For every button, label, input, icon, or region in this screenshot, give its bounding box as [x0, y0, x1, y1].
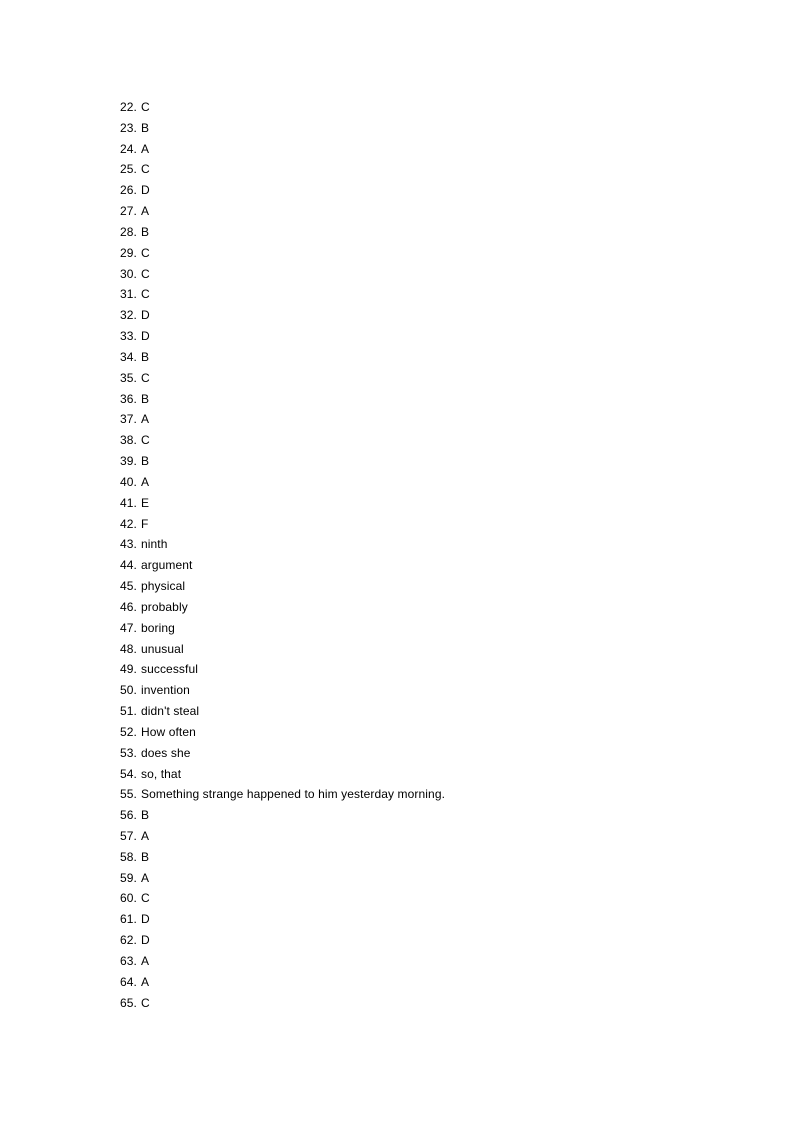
- question-number: 48.: [120, 641, 137, 656]
- question-number: 49.: [120, 662, 137, 677]
- answer-text: E: [140, 495, 150, 510]
- answer-text: B: [140, 808, 150, 823]
- answer-text: C: [140, 162, 150, 177]
- answer-item: [120, 659, 445, 680]
- answer-item: [120, 993, 445, 1014]
- question-number: 24.: [120, 141, 137, 156]
- question-number: 62.: [120, 933, 137, 948]
- answer-text: C: [140, 433, 150, 448]
- answer-item: [120, 722, 445, 743]
- answer-text: A: [140, 828, 150, 843]
- question-number: 26.: [120, 183, 137, 198]
- answer-text: D: [140, 912, 150, 927]
- question-number: 57.: [120, 828, 137, 843]
- question-number: 41.: [120, 495, 137, 510]
- answer-item: [120, 639, 445, 660]
- answer-text: C: [140, 891, 150, 906]
- answer-text: D: [140, 308, 150, 323]
- answer-text: B: [140, 224, 150, 239]
- question-number: 22.: [120, 100, 137, 114]
- answer-item: [120, 159, 445, 180]
- answer-item: [120, 576, 445, 597]
- answer-item: [120, 534, 445, 555]
- question-number: 38.: [120, 433, 137, 448]
- answer-item: [120, 597, 445, 618]
- question-number: 30.: [120, 266, 137, 281]
- answer-text: physical: [140, 579, 186, 594]
- answer-text: Something strange happened to him yesterday morning.: [140, 787, 446, 802]
- answer-text: successful: [140, 662, 199, 677]
- answer-item: [120, 305, 445, 326]
- answer-item: [120, 951, 445, 972]
- answer-text: B: [140, 349, 150, 364]
- answer-item: [120, 430, 445, 451]
- answer-text: C: [140, 287, 150, 302]
- answer-item: [120, 347, 445, 368]
- answer-item: [120, 409, 445, 430]
- answer-item: [120, 493, 445, 514]
- question-number: 51.: [120, 704, 137, 719]
- question-number: 31.: [120, 287, 137, 302]
- answer-item: [120, 389, 445, 410]
- question-number: 58.: [120, 849, 137, 864]
- answer-text: probably: [140, 599, 188, 614]
- answer-item: [120, 97, 445, 118]
- answer-text: C: [140, 370, 150, 385]
- answer-text: A: [140, 412, 150, 427]
- answer-item: [120, 264, 445, 285]
- answer-text: B: [140, 391, 150, 406]
- answer-text: invention: [140, 683, 190, 698]
- question-number: 34.: [120, 349, 137, 364]
- question-number: 64.: [120, 974, 137, 989]
- answer-item: [120, 284, 445, 305]
- answer-text: F: [140, 516, 149, 531]
- question-number: 40.: [120, 474, 137, 489]
- answer-item: [120, 826, 445, 847]
- question-number: 25.: [120, 162, 137, 177]
- answer-text: B: [140, 849, 150, 864]
- question-number: 44.: [120, 558, 137, 573]
- answer-text: How often: [140, 724, 196, 739]
- answer-item: [120, 368, 445, 389]
- answer-text: D: [140, 933, 150, 948]
- answer-text: A: [140, 204, 150, 219]
- answer-item: [120, 868, 445, 889]
- question-number: 47.: [120, 620, 137, 635]
- question-number: 37.: [120, 412, 137, 427]
- answer-text: argument: [140, 558, 193, 573]
- answer-text: D: [140, 329, 150, 344]
- question-number: 29.: [120, 245, 137, 260]
- answer-item: [120, 326, 445, 347]
- question-number: 53.: [120, 745, 137, 760]
- answer-item: [120, 764, 445, 785]
- answer-item: [120, 680, 445, 701]
- answer-item: [120, 222, 445, 243]
- question-number: 60.: [120, 891, 137, 906]
- answer-text: C: [140, 245, 150, 260]
- answer-item: [120, 888, 445, 909]
- answer-item: [120, 555, 445, 576]
- answer-item: [120, 139, 445, 160]
- question-number: 43.: [120, 537, 137, 552]
- answer-item: [120, 972, 445, 993]
- question-number: 59.: [120, 870, 137, 885]
- answer-text: B: [140, 454, 150, 469]
- answer-item: [120, 243, 445, 264]
- answer-text: C: [140, 100, 150, 114]
- question-number: 35.: [120, 370, 137, 385]
- answer-text: does she: [140, 745, 191, 760]
- answer-item: [120, 472, 445, 493]
- question-number: 23.: [120, 120, 137, 135]
- answer-item: [120, 201, 445, 222]
- answer-text: D: [140, 183, 150, 198]
- question-number: 55.: [120, 787, 137, 802]
- question-number: 36.: [120, 391, 137, 406]
- answer-item: [120, 743, 445, 764]
- answer-item: [120, 909, 445, 930]
- answer-item: [120, 118, 445, 139]
- answer-text: unusual: [140, 641, 184, 656]
- question-number: 42.: [120, 516, 137, 531]
- answer-text: ninth: [140, 537, 168, 552]
- question-number: 61.: [120, 912, 137, 927]
- answer-item: [120, 805, 445, 826]
- question-number: 63.: [120, 953, 137, 968]
- question-number: 45.: [120, 579, 137, 594]
- question-number: 56.: [120, 808, 137, 823]
- answer-item: [120, 618, 445, 639]
- answer-text: A: [140, 141, 150, 156]
- answer-item: [120, 930, 445, 951]
- question-number: 27.: [120, 204, 137, 219]
- question-number: 39.: [120, 454, 137, 469]
- question-number: 54.: [120, 766, 137, 781]
- answer-text: A: [140, 953, 150, 968]
- question-number: 32.: [120, 308, 137, 323]
- answer-text: so, that: [140, 766, 182, 781]
- answer-item: [120, 847, 445, 868]
- answer-text: C: [140, 995, 150, 1010]
- answer-text: A: [140, 474, 150, 489]
- question-number: 28.: [120, 224, 137, 239]
- question-number: 50.: [120, 683, 137, 698]
- question-number: 65.: [120, 995, 137, 1010]
- answer-item: [120, 451, 445, 472]
- question-number: 33.: [120, 329, 137, 344]
- answer-item: [120, 784, 445, 805]
- answer-item: [120, 180, 445, 201]
- question-number: 46.: [120, 599, 137, 614]
- answer-key-list: [120, 97, 445, 1013]
- answer-text: C: [140, 266, 150, 281]
- answer-text: A: [140, 974, 150, 989]
- answer-text: boring: [140, 620, 175, 635]
- answer-item: [120, 701, 445, 722]
- question-number: 52.: [120, 724, 137, 739]
- answer-text: A: [140, 870, 150, 885]
- answer-text: didn't steal: [140, 704, 200, 719]
- answer-item: [120, 514, 445, 535]
- answer-text: B: [140, 120, 150, 135]
